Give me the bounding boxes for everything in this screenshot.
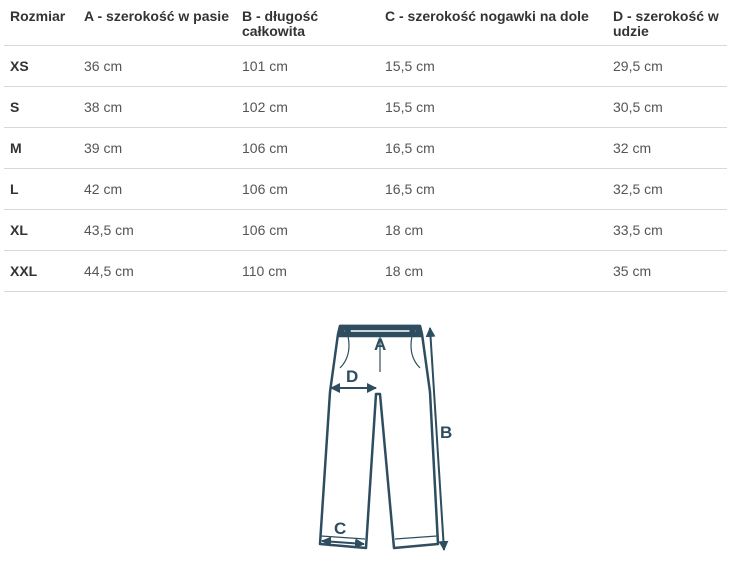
- thigh-cell: 33,5 cm: [607, 210, 727, 251]
- waist-cell: 44,5 cm: [78, 251, 236, 292]
- header-waist-width: A - szerokość w pasie: [78, 0, 236, 46]
- waist-cell: 43,5 cm: [78, 210, 236, 251]
- length-cell: 101 cm: [236, 46, 379, 87]
- waist-cell: 36 cm: [78, 46, 236, 87]
- length-cell: 106 cm: [236, 128, 379, 169]
- length-cell: 102 cm: [236, 87, 379, 128]
- leg-opening-cell: 16,5 cm: [379, 128, 607, 169]
- table-row: [4, 128, 727, 169]
- length-cell: 106 cm: [236, 210, 379, 251]
- table-row: [4, 251, 727, 292]
- waist-cell: 39 cm: [78, 128, 236, 169]
- label-d: D: [346, 367, 359, 386]
- thigh-cell: 35 cm: [607, 251, 727, 292]
- leg-opening-cell: 15,5 cm: [379, 46, 607, 87]
- header-size: Rozmiar: [4, 0, 78, 46]
- pants-measurement-diagram: [300, 312, 470, 558]
- size-cell: XXL: [4, 251, 78, 292]
- pants-icon: [320, 326, 438, 548]
- size-cell: S: [4, 87, 78, 128]
- size-cell: XL: [4, 210, 78, 251]
- leg-opening-cell: 15,5 cm: [379, 87, 607, 128]
- leg-opening-cell: 18 cm: [379, 210, 607, 251]
- table-row: [4, 210, 727, 251]
- header-thigh-width: D - szerokość w udzie: [607, 0, 727, 46]
- size-table: [4, 0, 727, 292]
- leg-opening-cell: 18 cm: [379, 251, 607, 292]
- table-header-row: [4, 0, 727, 46]
- header-leg-opening-width: C - szerokość nogawki na dole: [379, 0, 607, 46]
- table-row: [4, 87, 727, 128]
- length-cell: 110 cm: [236, 251, 379, 292]
- waist-cell: 42 cm: [78, 169, 236, 210]
- size-cell: XS: [4, 46, 78, 87]
- thigh-cell: 29,5 cm: [607, 46, 727, 87]
- thigh-cell: 30,5 cm: [607, 87, 727, 128]
- size-cell: L: [4, 169, 78, 210]
- table-row: [4, 169, 727, 210]
- thigh-cell: 32 cm: [607, 128, 727, 169]
- thigh-cell: 32,5 cm: [607, 169, 727, 210]
- label-a: A: [374, 335, 387, 354]
- waist-cell: 38 cm: [78, 87, 236, 128]
- leg-opening-cell: 16,5 cm: [379, 169, 607, 210]
- header-total-length: B - długość całkowita: [236, 0, 379, 46]
- label-b: B: [440, 423, 453, 442]
- size-cell: M: [4, 128, 78, 169]
- label-c: C: [334, 519, 347, 538]
- table-row: [4, 46, 727, 87]
- length-cell: 106 cm: [236, 169, 379, 210]
